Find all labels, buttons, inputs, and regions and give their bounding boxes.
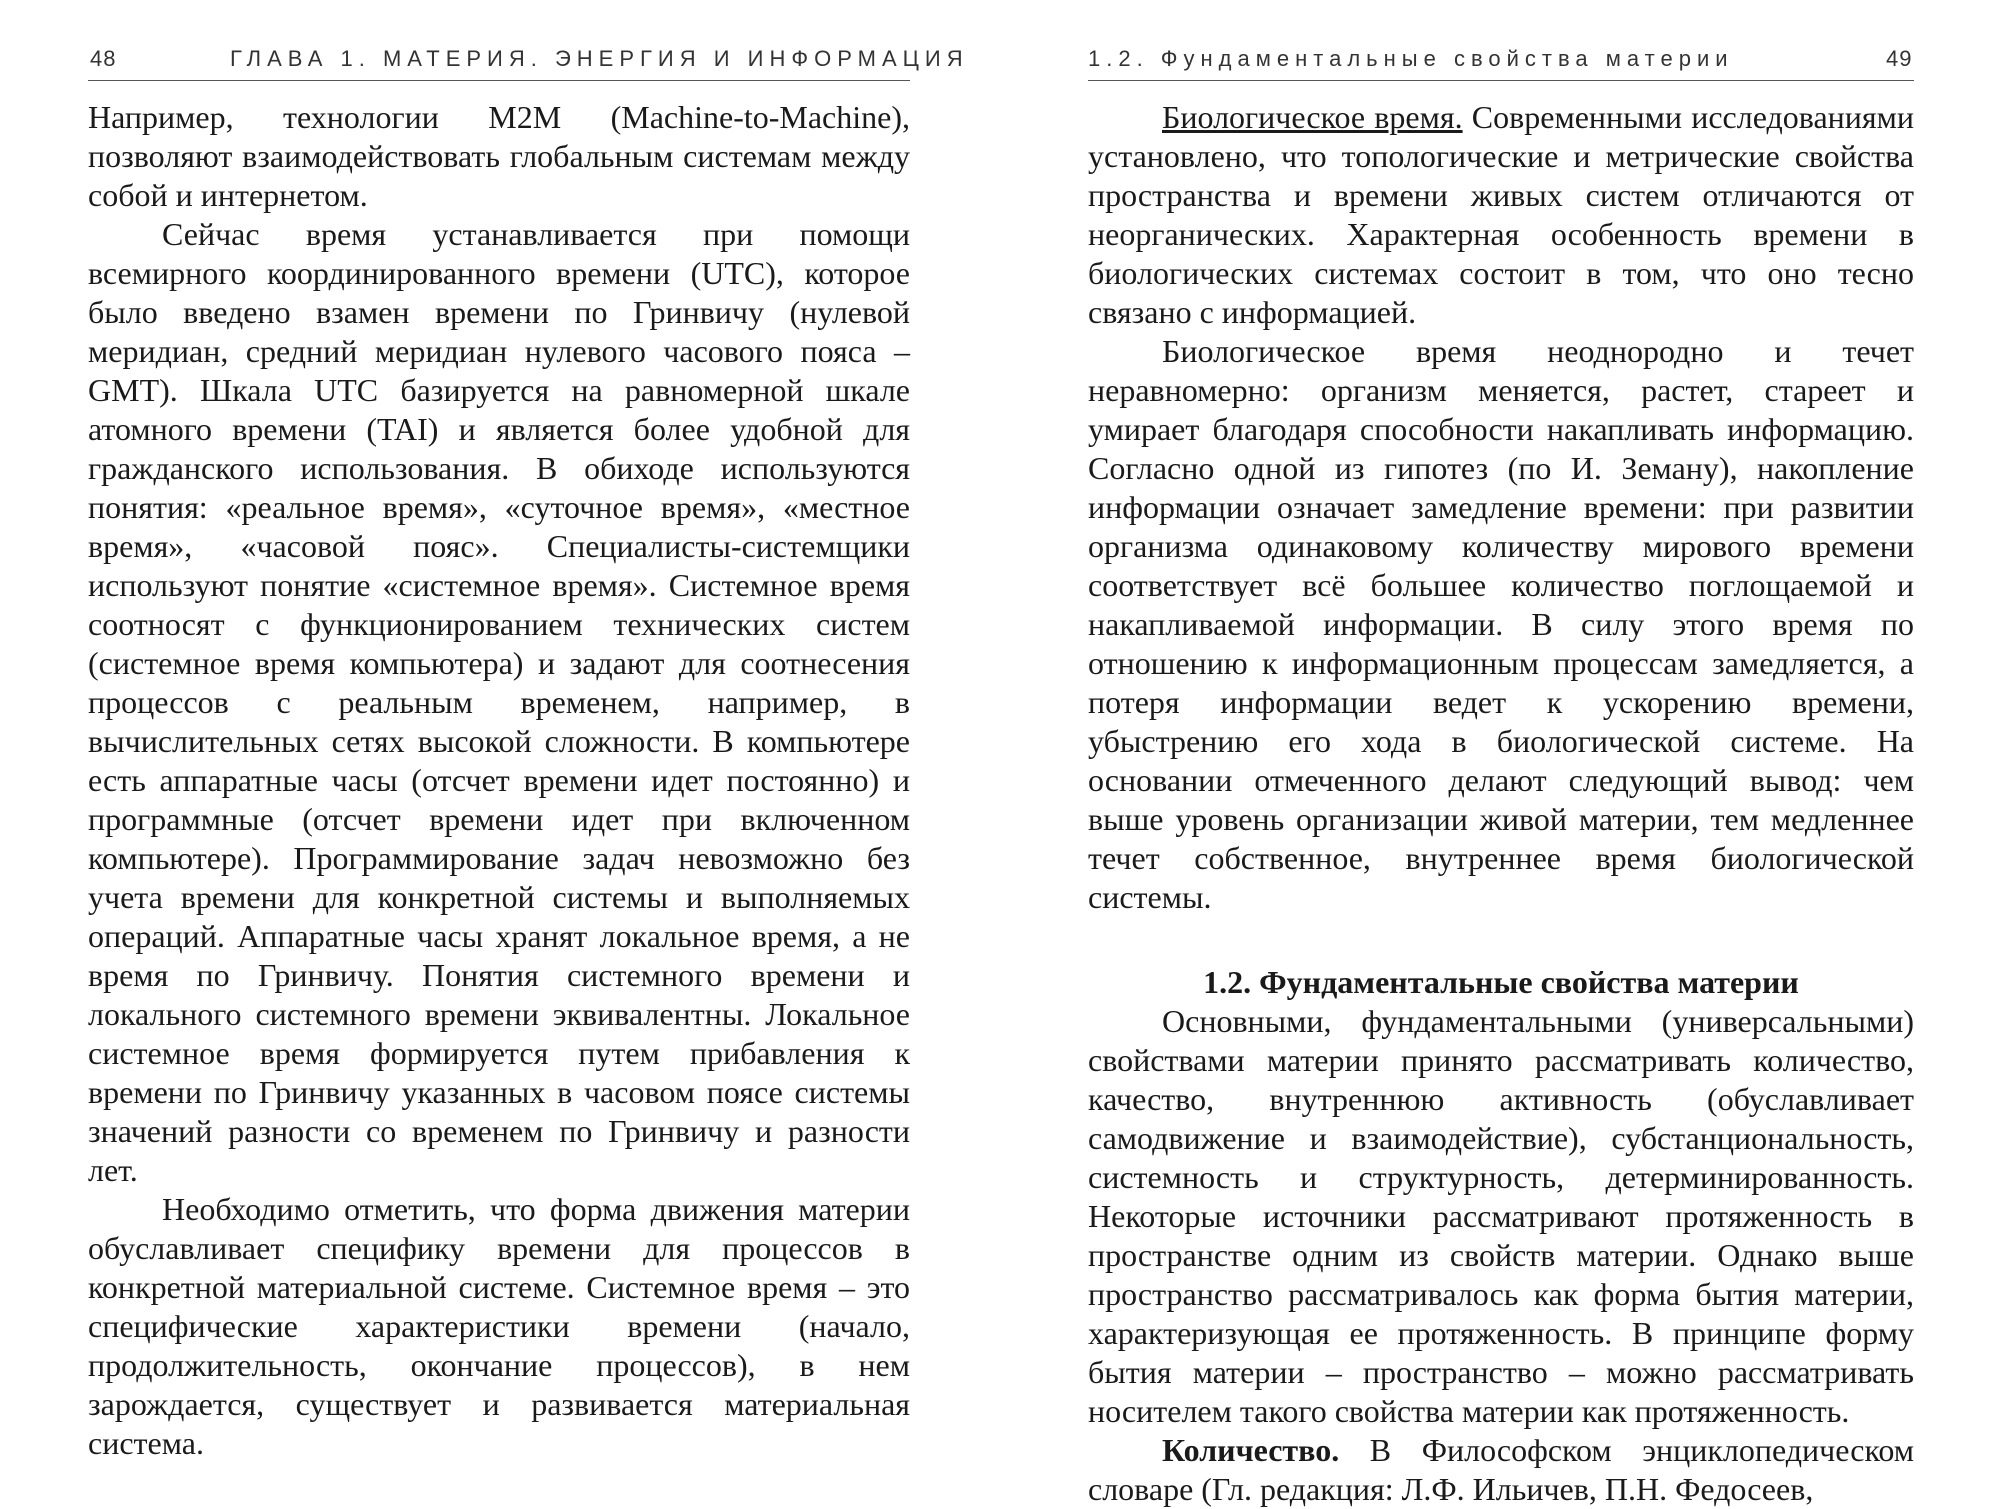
right-paragraph-1-text: Современными исследованиями установлено, что топологические и метрические свойства пространства и времени живых систем отличаются от неорганических. Характерная особенность времени в биологических системах состоит в том, что оно тесно связано с информацией.: [1088, 99, 1915, 330]
right-paragraph-1: [1088, 98, 1914, 332]
left-text-column: [88, 98, 910, 1463]
right-page-number: 49: [1886, 46, 1913, 71]
left-page-number: 48: [90, 46, 117, 71]
right-page: [1000, 0, 2000, 1507]
right-text-column: [1088, 98, 1914, 1509]
biological-time-term: Биологическое время.: [1162, 99, 1463, 135]
left-header-rule: [88, 80, 910, 81]
section-heading: 1.2. Фундаментальные свойства материи: [1203, 964, 1799, 1000]
right-running-head: 1.2. Фундаментальные свойства материи: [1088, 46, 1734, 71]
right-paragraph-4-text: В Философском энциклопедическом словаре (Гл. редакция: Л.Ф. Ильичев, П.Н. Федосеев,: [1088, 1432, 1914, 1507]
left-page: [0, 0, 1000, 1499]
left-paragraph-1: Например, технологии M2M (Machine-to-Machine), позволяют взаимодействовать глобальным системам между собой и интернетом.: [88, 99, 910, 213]
right-header-rule: [1088, 80, 1914, 81]
right-paragraph-3: Основными, фундаментальными (универсальными) свойствами материи принято рассматривать количество, качество, внутреннюю активность (обуславливает самодвижение и взаимодействие), субстанциональность, системность и структурность, детерминированность. Некоторые источники рассматривают протяженность в пространстве одним из свойств материи. Однако выше пространство рассматривалось как форма бытия материи, характеризующая ее протяженность. В принципе форму бытия материи – пространство – можно рассматривать носителем такого свойства материи как протяженность.: [1088, 1003, 1914, 1429]
right-paragraph-4: [1088, 1431, 1914, 1509]
left-running-head: ГЛАВА 1. МАТЕРИЯ. ЭНЕРГИЯ И ИНФОРМАЦИЯ: [230, 46, 969, 71]
left-paragraph-3: Необходимо отметить, что форма движения материи обуславливает специфику времени для процессов в конкретной материальной системе. Системное время – это специфические характеристики времени (начало, продолжительность, окончание процессов), в нем зарождается, существует и развивается материальная система.: [88, 1191, 910, 1461]
right-paragraph-2: Биологическое время неоднородно и течет неравномерно: организм меняется, растет, стареет и умирает благодаря способности накапливать информацию. Согласно одной из гипотез (по И. Земану), накопление информации означает замедление времени: при развитии организма одинаковому количеству мирового времени соответствует всё большее количество поглощаемой и накапливаемой информации. В силу этого время по отношению к информационным процессам замедляется, а потеря информации ведет к ускорению времени, убыстрению его хода в биологической системе. На основании отмеченного делают следующий вывод: чем выше уровень организации живой материи, тем медленнее течет собственное, внутреннее время биологической системы.: [1088, 333, 1914, 915]
quantity-term: Количество.: [1162, 1432, 1340, 1468]
left-paragraph-2: Сейчас время устанавливается при помощи всемирного координированного времени (UTC), которое было введено взамен времени по Гринвичу (нулевой меридиан, средний меридиан нулевого часового пояса – GMT). Шкала UTC базируется на равномерной шкале атомного времени (TAI) и является более удобной для гражданского использования. В обиходе используются понятия: «реальное время», «суточное время», «местное время», «часовой пояс». Специалисты-системщики используют понятие «системное время». Системное время соотносят с функционированием технических систем (системное время компьютера) и задают для соотнесения процессов с реальным временем, например, в вычислительных сетях высокой сложности. В компьютере есть аппаратные часы (отсчет времени идет постоянно) и программные (отсчет времени идет при включенном компьютере). Программирование задач невозможно без учета времени для конкретной системы и выполняемых операций. Аппаратные часы хранят локальное время, а не время по Гринвичу. Понятия системного времени и локального системного времени эквивалентны. Локальное системное время формируется путем прибавления к времени по Гринвичу указанных в часовом поясе системы значений разности со временем по Гринвичу и разности лет.: [88, 216, 910, 1188]
